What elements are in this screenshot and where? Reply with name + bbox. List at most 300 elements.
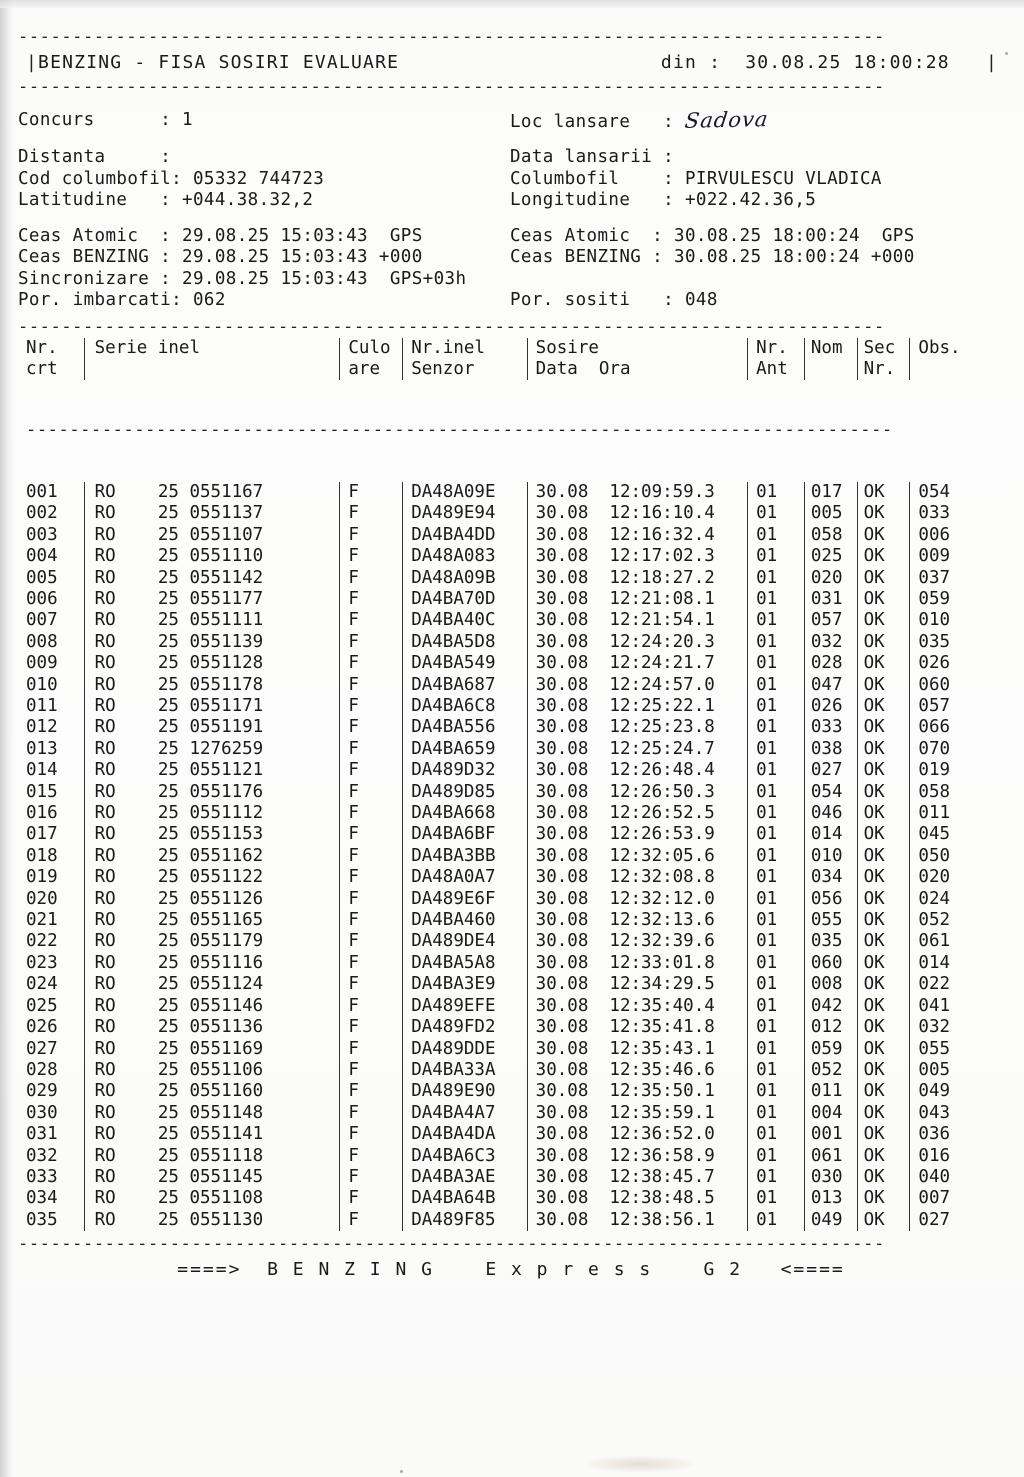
cell-nr-inel-senzor: DA4BA6C3 (403, 1146, 527, 1167)
table-row (26, 1167, 988, 1188)
cell-obs: 011 (918, 803, 951, 824)
cell-sosire: 30.08 12:34:29.5 (527, 974, 747, 995)
cell-nr-ant: 01 (748, 867, 805, 888)
cell-nr-ant: 01 (748, 846, 805, 867)
table-body (26, 482, 988, 1231)
cell-sosire: 30.08 12:25:23.8 (527, 717, 747, 738)
scan-smudge (580, 1455, 700, 1473)
table-row (26, 824, 988, 845)
din-label: din : (660, 52, 722, 73)
table-header-row-1 (26, 338, 988, 359)
table-row (26, 1017, 988, 1038)
cell-nr: 009 (26, 653, 84, 674)
cell-culoare: F (340, 1017, 403, 1038)
pipe-left: | (26, 52, 39, 73)
cell-nr-ant: 01 (748, 1060, 805, 1081)
cell-nr-ant: 01 (748, 1167, 805, 1188)
concurs-row (18, 110, 510, 132)
table-row (26, 653, 988, 674)
cell-serie-inel: RO 25 0551124 (84, 974, 340, 995)
col-header-inel: Nr.inel (403, 338, 527, 359)
cell-sosire: 30.08 12:16:10.4 (527, 503, 747, 524)
cell-serie-inel: RO 25 0551121 (84, 760, 340, 781)
cell-nr: 022 (26, 931, 84, 952)
cell-serie-inel: RO 25 0551112 (84, 803, 340, 824)
sincronizare-label: Sincronizare (18, 268, 150, 289)
table-row (26, 568, 988, 589)
cell-obs: 040 (918, 1166, 951, 1187)
cell-sosire: 30.08 12:35:59.1 (527, 1103, 747, 1124)
cell-nr-ant: 01 (748, 1146, 805, 1167)
cell-nr-inel-senzor: DA4BA3BB (403, 846, 527, 867)
cell-culoare: F (340, 589, 403, 610)
table-row (26, 696, 988, 717)
table-row (26, 1188, 988, 1209)
cell-sosire: 30.08 12:16:32.4 (527, 525, 747, 546)
cell-culoare: F (340, 889, 403, 910)
col-header-obs: Obs. (918, 337, 961, 358)
cell-nr-ant: 01 (748, 525, 805, 546)
cell-culoare: F (340, 1103, 403, 1124)
divider-top: -------------------------------------------------------------------------------- (18, 30, 885, 46)
cell-nr-inel-senzor: DA489FD2 (403, 1017, 527, 1038)
cell-obs: 045 (918, 824, 951, 845)
cell-nom: 001 (804, 1124, 857, 1145)
cell-nr: 034 (26, 1188, 84, 1209)
cell-nom: 061 (804, 1146, 857, 1167)
cell-sec-nr: OK (857, 1081, 910, 1102)
cell-culoare: F (340, 824, 403, 845)
cell-serie-inel: RO 25 0551110 (84, 546, 340, 567)
cell-nr-inel-senzor: DA48A0A7 (403, 867, 527, 888)
cell-obs: 035 (918, 631, 951, 652)
cell-serie-inel: RO 25 0551153 (84, 824, 340, 845)
cell-nom: 025 (804, 546, 857, 567)
cell-nr-ant: 01 (748, 782, 805, 803)
cell-obs: 007 (918, 1188, 951, 1209)
cell-culoare: F (340, 568, 403, 589)
cell-sosire: 30.08 12:32:13.6 (527, 910, 747, 931)
cell-sec-nr: OK (857, 568, 910, 589)
cell-nr-inel-senzor: DA48A09E (403, 482, 527, 503)
cell-nr-ant: 01 (748, 675, 805, 696)
cod-columbofil-row (18, 169, 510, 191)
cell-nr-ant: 01 (748, 739, 805, 760)
cell-serie-inel: RO 25 0551128 (84, 653, 340, 674)
cell-serie-inel: RO 25 1276259 (84, 739, 340, 760)
cell-serie-inel: RO 25 0551142 (84, 568, 340, 589)
cell-nr-inel-senzor: DA489DDE (403, 1039, 527, 1060)
cell-nr-inel-senzor: DA4BA64B (403, 1188, 527, 1209)
cell-sosire: 30.08 12:32:05.6 (527, 846, 747, 867)
cell-sosire: 30.08 12:25:24.7 (527, 739, 747, 760)
cell-sec-nr: OK (857, 760, 910, 781)
report-datetime-group (661, 52, 998, 74)
col-subheader-nom (804, 359, 857, 380)
cell-sosire: 30.08 12:32:39.6 (527, 931, 747, 952)
cell-nr-inel-senzor: DA4BA33A (403, 1060, 527, 1081)
spacer-row (510, 269, 1004, 291)
cell-nom: 052 (804, 1060, 857, 1081)
cell-obs: 043 (918, 1102, 951, 1123)
cell-nr-ant: 01 (748, 931, 805, 952)
cell-culoare: F (340, 931, 403, 952)
cell-nr-inel-senzor: DA4BA6C8 (403, 696, 527, 717)
cell-nr: 017 (26, 824, 84, 845)
cell-nom: 042 (804, 996, 857, 1017)
longitudine-row (510, 190, 1004, 212)
table-row (26, 1081, 988, 1102)
col-header-sec: Sec (857, 338, 910, 359)
cell-serie-inel: RO 25 0551136 (84, 1017, 340, 1038)
cell-nr-ant: 01 (748, 503, 805, 524)
cell-nom: 030 (804, 1167, 857, 1188)
cell-nr: 033 (26, 1167, 84, 1188)
loc-lansare-value-handwritten: Sadova (683, 106, 771, 133)
table-row (26, 910, 988, 931)
cell-nom: 033 (804, 717, 857, 738)
cell-culoare: F (340, 546, 403, 567)
cell-obs: 016 (918, 1145, 951, 1166)
cell-culoare: F (340, 846, 403, 867)
cell-nr-inel-senzor: DA4BA668 (403, 803, 527, 824)
cell-sosire: 30.08 12:32:12.0 (527, 889, 747, 910)
cell-sec-nr: OK (857, 739, 910, 760)
cell-nom: 032 (804, 632, 857, 653)
cell-nr: 011 (26, 696, 84, 717)
col-header-sosire: Sosire (527, 338, 747, 359)
cell-serie-inel: RO 25 0551116 (84, 953, 340, 974)
cell-sosire: 30.08 12:35:50.1 (527, 1081, 747, 1102)
cell-nom: 035 (804, 931, 857, 952)
cell-obs: 010 (918, 610, 951, 631)
cell-nom: 005 (804, 503, 857, 524)
cell-culoare: F (340, 760, 403, 781)
info-left-2 (18, 147, 510, 212)
cell-obs: 061 (918, 931, 951, 952)
info-block-3 (18, 226, 1004, 312)
cell-obs: 052 (918, 910, 951, 931)
cell-culoare: F (340, 525, 403, 546)
cell-obs: 005 (918, 1059, 951, 1080)
cell-serie-inel: RO 25 0551171 (84, 696, 340, 717)
por-imbarcati-row (18, 290, 510, 312)
cell-nr: 008 (26, 632, 84, 653)
table-row (26, 503, 988, 524)
results-table-wrapper (18, 338, 1004, 1232)
cell-nr: 010 (26, 675, 84, 696)
divider-above-table: -------------------------------------------------------------------------------- (18, 319, 885, 336)
cell-nr: 028 (26, 1060, 84, 1081)
col-subheader-sosire: Data Ora (527, 359, 747, 380)
ceas-atomic2-row (510, 226, 1004, 248)
cell-obs: 022 (918, 974, 951, 995)
cell-nr-inel-senzor: DA489D32 (403, 760, 527, 781)
cell-obs: 057 (918, 696, 951, 716)
cell-nom: 012 (804, 1017, 857, 1038)
cell-culoare: F (340, 867, 403, 888)
sincronizare-suffix: GPS+03h (389, 268, 467, 289)
cell-obs: 050 (918, 845, 951, 866)
scan-edge-left (0, 0, 14, 1477)
table-row (26, 610, 988, 631)
cell-sec-nr: OK (857, 1167, 910, 1188)
cell-nr-inel-senzor: DA4BA549 (403, 653, 527, 674)
cell-serie-inel: RO 25 0551111 (84, 610, 340, 631)
longitudine-label: Longitudine (510, 190, 631, 210)
cell-nr-ant: 01 (748, 589, 805, 610)
cell-sec-nr: OK (857, 610, 910, 631)
ceas-benzing-value: : 29.08.25 15:03:43 (160, 247, 368, 267)
data-lansarii-value: : (663, 147, 675, 167)
cell-obs: 059 (918, 588, 951, 609)
ceas-atomic2-label: Ceas Atomic (510, 225, 631, 246)
cell-nom: 010 (804, 846, 857, 867)
cell-nom: 046 (804, 803, 857, 824)
cell-serie-inel: RO 25 0551178 (84, 675, 340, 696)
cell-sosire: 30.08 12:25:22.1 (527, 696, 747, 717)
cell-nr-inel-senzor: DA489F85 (403, 1210, 527, 1231)
cell-obs: 055 (918, 1038, 951, 1059)
cell-sec-nr: OK (857, 503, 910, 524)
table-row (26, 931, 988, 952)
cell-nom: 047 (804, 675, 857, 696)
cell-serie-inel: RO 25 0551107 (84, 525, 340, 546)
table-row (26, 953, 988, 974)
cell-sec-nr: OK (857, 1124, 910, 1145)
ceas-atomic2-value: : 30.08.25 18:00:24 (652, 225, 860, 246)
table-row (26, 739, 988, 760)
cell-sosire: 30.08 12:18:27.2 (527, 568, 747, 589)
por-imbarcati-value: 062 (192, 290, 226, 310)
cell-obs: 027 (918, 1209, 951, 1230)
table-row (26, 1124, 988, 1145)
concurs-value: : 1 (160, 109, 193, 130)
cell-nr-ant: 01 (748, 632, 805, 653)
report-header (18, 52, 1004, 74)
cell-obs: 060 (918, 674, 951, 695)
longitudine-value: : +022.42.36,5 (663, 190, 817, 210)
scan-speck-2 (400, 1470, 403, 1473)
cell-serie-inel: RO 25 0551165 (84, 910, 340, 931)
cell-obs: 020 (918, 867, 951, 888)
cell-culoare: F (340, 482, 403, 503)
cell-nr: 031 (26, 1124, 84, 1145)
table-row (26, 803, 988, 824)
cell-sosire: 30.08 12:36:58.9 (527, 1146, 747, 1167)
info-block-2 (18, 147, 1004, 212)
ceas-atomic-suffix: GPS (389, 225, 423, 246)
ceas-benzing2-suffix: +000 (870, 247, 915, 267)
table-row (26, 846, 988, 867)
cell-sec-nr: OK (857, 1060, 910, 1081)
cell-nr-inel-senzor: DA489E6F (403, 889, 527, 910)
col-header-ant: Nr. (748, 338, 805, 359)
cell-nr: 013 (26, 739, 84, 760)
concurs-label: Concurs (18, 109, 95, 130)
sincronizare-row (18, 269, 510, 291)
cell-sec-nr: OK (857, 824, 910, 845)
distanta-label: Distanta (18, 147, 106, 167)
cell-serie-inel: RO 25 0551126 (84, 889, 340, 910)
col-subheader-sec: Nr. (857, 359, 910, 380)
cell-sec-nr: OK (857, 889, 910, 910)
cell-nom: 004 (804, 1103, 857, 1124)
cell-nr-ant: 01 (748, 1210, 805, 1231)
info-block-1 (18, 106, 1004, 134)
cell-nr: 021 (26, 910, 84, 931)
cell-nom: 008 (804, 974, 857, 995)
cell-serie-inel: RO 25 0551169 (84, 1039, 340, 1060)
table-row (26, 525, 988, 546)
cell-nr-inel-senzor: DA4BA3AE (403, 1167, 527, 1188)
cell-nr-ant: 01 (748, 953, 805, 974)
cell-nr-ant: 01 (748, 717, 805, 738)
cell-nr: 029 (26, 1081, 84, 1102)
cell-sec-nr: OK (857, 846, 910, 867)
cell-sosire: 30.08 12:21:08.1 (527, 589, 747, 610)
cell-obs: 024 (918, 888, 951, 909)
cell-sosire: 30.08 12:24:20.3 (527, 632, 747, 653)
cell-sosire: 30.08 12:21:54.1 (527, 610, 747, 631)
por-imbarcati-label: Por. imbarcati: (18, 290, 183, 310)
scan-edge-top (0, 0, 1024, 8)
cell-nr-ant: 01 (748, 696, 805, 717)
ceas-benzing-suffix: +000 (378, 247, 423, 267)
latitudine-row (18, 190, 510, 212)
cell-serie-inel: RO 25 0551191 (84, 717, 340, 738)
col-subheader-inel: Senzor (403, 359, 527, 380)
cell-culoare: F (340, 1167, 403, 1188)
cell-obs: 054 (918, 481, 951, 502)
cell-serie-inel: RO 25 0551179 (84, 931, 340, 952)
cell-obs: 058 (918, 781, 951, 802)
cell-nom: 013 (804, 1188, 857, 1209)
cell-nom: 056 (804, 889, 857, 910)
cell-serie-inel: RO 25 0551167 (84, 482, 340, 503)
cell-culoare: F (340, 717, 403, 738)
cell-serie-inel: RO 25 0551146 (84, 996, 340, 1017)
cell-sec-nr: OK (857, 1017, 910, 1038)
cell-obs: 014 (918, 952, 951, 973)
cell-nom: 059 (804, 1039, 857, 1060)
data-lansarii-label: Data lansarii (510, 147, 653, 167)
cell-nr-ant: 01 (748, 889, 805, 910)
cell-nr: 025 (26, 996, 84, 1017)
cell-nr-ant: 01 (748, 824, 805, 845)
cell-sosire: 30.08 12:32:08.8 (527, 867, 747, 888)
cell-obs: 009 (918, 546, 951, 567)
table-row (26, 1060, 988, 1081)
col-header-serie: Serie inel (84, 338, 340, 359)
cell-nr: 032 (26, 1146, 84, 1167)
cell-nr-ant: 01 (748, 610, 805, 631)
cell-nr: 012 (26, 717, 84, 738)
report-sheet (18, 30, 1004, 1280)
cell-nom: 038 (804, 739, 857, 760)
cell-culoare: F (340, 610, 403, 631)
cell-nom: 055 (804, 910, 857, 931)
cell-sec-nr: OK (857, 1188, 910, 1209)
distanta-value: : (160, 147, 172, 167)
cell-nr-ant: 01 (748, 1188, 805, 1209)
loc-lansare-row (510, 106, 1004, 134)
table-row (26, 1146, 988, 1167)
cell-serie-inel: RO 25 0551148 (84, 1103, 340, 1124)
col-subheader-serie (84, 359, 340, 380)
table-row (26, 482, 988, 503)
cell-serie-inel: RO 25 0551108 (84, 1188, 340, 1209)
cell-nr-inel-senzor: DA48A083 (403, 546, 527, 567)
cell-nr-inel-senzor: DA4BA3E9 (403, 974, 527, 995)
cell-obs: 041 (918, 995, 951, 1016)
cell-sec-nr: OK (857, 589, 910, 610)
cell-nom: 054 (804, 782, 857, 803)
table-header-divider-row (26, 380, 988, 482)
cell-nr-ant: 01 (748, 546, 805, 567)
col-subheader-ant: Ant (748, 359, 805, 380)
cell-culoare: F (340, 1146, 403, 1167)
cell-nr-ant: 01 (748, 653, 805, 674)
report-title-group (26, 52, 399, 74)
table-row (26, 867, 988, 888)
cell-nr: 003 (26, 525, 84, 546)
cell-sosire: 30.08 12:26:50.3 (527, 782, 747, 803)
divider-under-header: -------------------------------------------------------------------------------- (18, 79, 885, 96)
cell-nr-ant: 01 (748, 482, 805, 503)
cell-obs: 019 (918, 760, 951, 781)
cell-obs: 033 (918, 503, 951, 524)
cell-nr: 026 (26, 1017, 84, 1038)
cell-nr-inel-senzor: DA489D85 (403, 782, 527, 803)
sincronizare-value: : 29.08.25 15:03:43 (160, 268, 368, 289)
col-subheader-culoare: are (340, 359, 403, 380)
cell-nr: 002 (26, 503, 84, 524)
data-lansarii-row (510, 147, 1004, 169)
cell-sosire: 30.08 12:24:57.0 (527, 675, 747, 696)
cell-nr-inel-senzor: DA4BA659 (403, 739, 527, 760)
cell-nr: 007 (26, 610, 84, 631)
cod-columbofil-label: Cod columbofil: (18, 168, 183, 189)
cell-sosire: 30.08 12:09:59.3 (527, 482, 747, 503)
cell-sec-nr: OK (857, 974, 910, 995)
cell-nom: 031 (804, 589, 857, 610)
cell-serie-inel: RO 25 0551176 (84, 782, 340, 803)
ceas-atomic-row (18, 226, 510, 248)
table-row (26, 1103, 988, 1124)
cell-culoare: F (340, 675, 403, 696)
results-table (26, 338, 988, 1232)
cell-sec-nr: OK (857, 996, 910, 1017)
cell-culoare: F (340, 1039, 403, 1060)
cell-sec-nr: OK (857, 953, 910, 974)
cell-serie-inel: RO 25 0551139 (84, 632, 340, 653)
table-row (26, 546, 988, 567)
table-header-row-2 (26, 359, 988, 380)
cell-sosire: 30.08 12:26:53.9 (527, 824, 747, 845)
ceas-benzing-row (18, 247, 510, 269)
cell-sosire: 30.08 12:38:48.5 (527, 1188, 747, 1209)
cell-nr-ant: 01 (748, 1124, 805, 1145)
cell-nr-ant: 01 (748, 1017, 805, 1038)
table-row (26, 782, 988, 803)
col-header-nom: Nom (804, 338, 857, 359)
cell-sosire: 30.08 12:36:52.0 (527, 1124, 747, 1145)
cell-nom: 057 (804, 610, 857, 631)
latitudine-label: Latitudine (18, 190, 128, 210)
cell-culoare: F (340, 803, 403, 824)
cell-serie-inel: RO 25 0551160 (84, 1081, 340, 1102)
